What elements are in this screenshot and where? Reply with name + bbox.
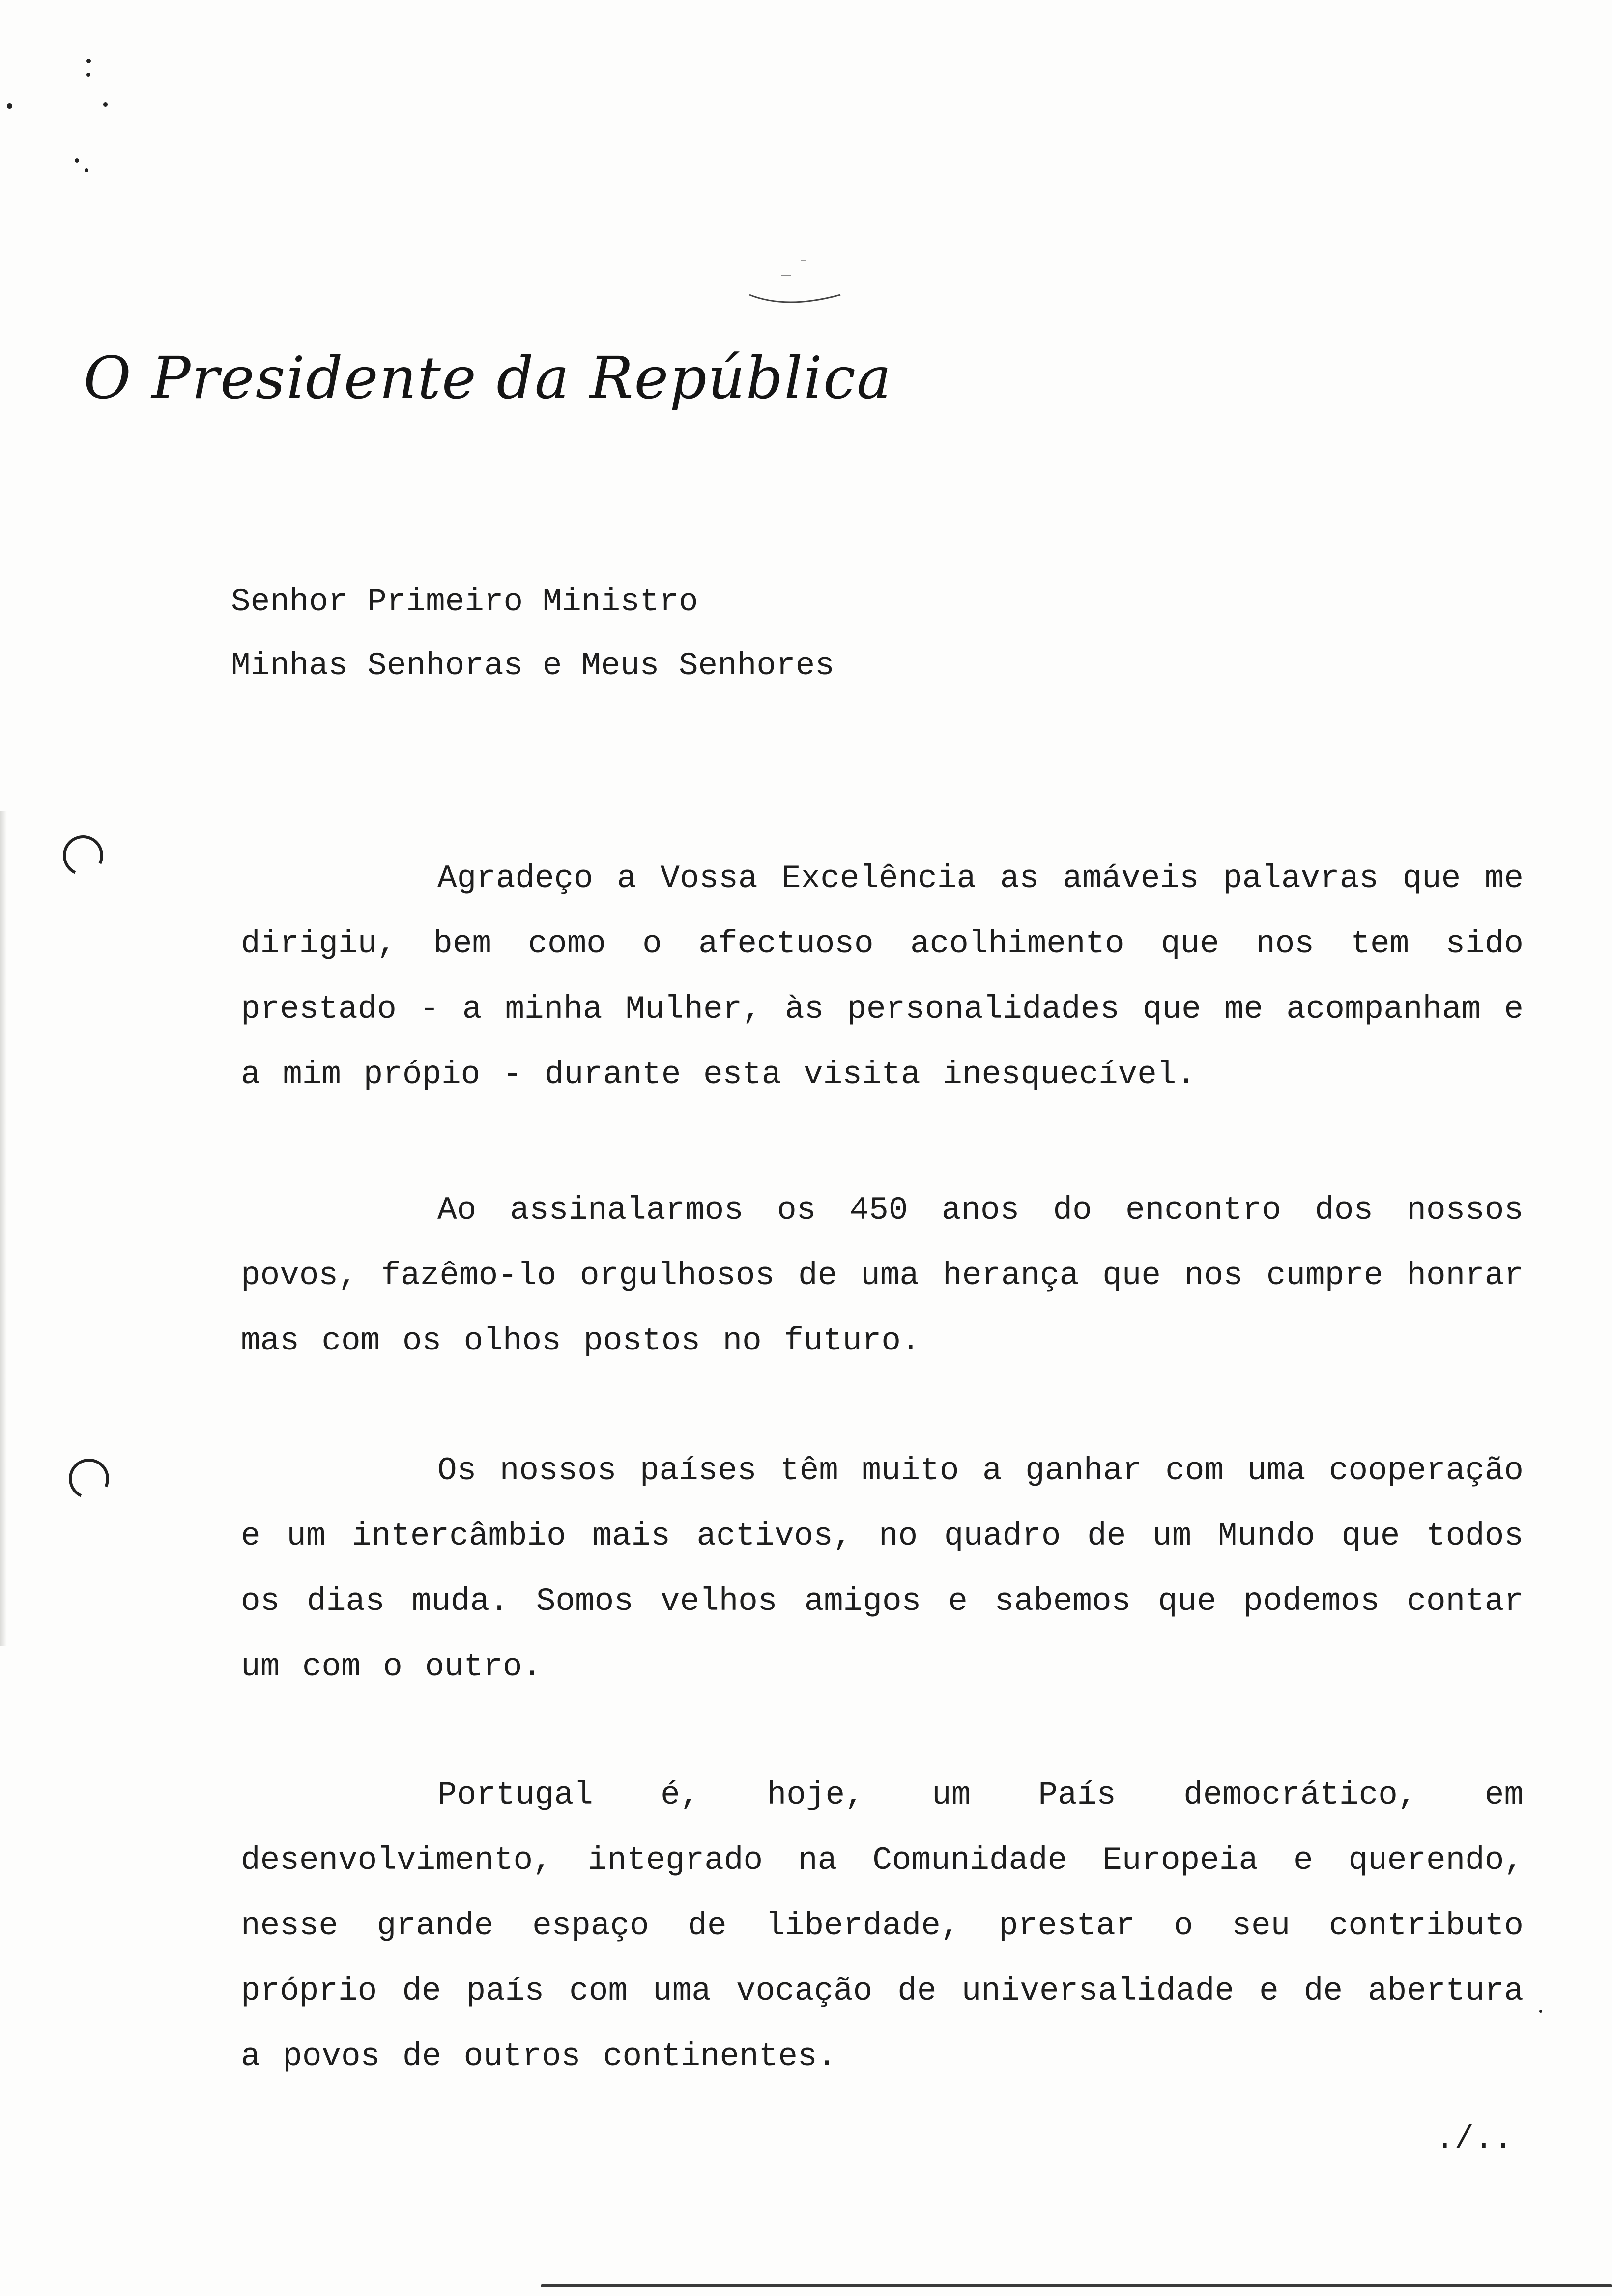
- scan-speck: [7, 103, 12, 109]
- bottom-edge-line: [541, 2284, 1612, 2287]
- binding-edge-shadow: [0, 811, 7, 1646]
- scan-speck: [86, 59, 91, 63]
- continuation-mark: ./..: [1435, 2121, 1513, 2157]
- scan-smudge: [747, 256, 845, 310]
- scan-speck: [85, 168, 88, 172]
- salutation-line-1: Senhor Primeiro Ministro: [231, 583, 698, 620]
- salutation: [231, 570, 835, 698]
- punch-hole-top: [57, 830, 109, 881]
- salutation-line-2: Minhas Senhoras e Meus Senhores: [231, 647, 835, 684]
- body-paragraph-1: Agradeço a Vossa Excelência as amáveis palavras que me dirigiu, bem como o afectuoso acolhimento que nos tem sido prestado - a minha Mulher, às personalidades que me acompanham e a mim própio - durante esta visita inesquecível.: [241, 860, 1524, 1093]
- scan-speck: [103, 102, 108, 107]
- body-paragraph-4: Portugal é, hoje, um País democrático, em desenvolvimento, integrado na Comunidade Europeia e querendo, nesse grande espaço de liberdade, prestar o seu contributo próprio de país com uma vocação de universalidade e de abertura a povos de outros continentes.: [241, 1777, 1524, 2075]
- letterhead-title: O Presidente da República: [84, 344, 892, 412]
- scan-speck: [86, 73, 90, 77]
- punch-hole-bottom: [63, 1453, 115, 1504]
- body-paragraph-2: Ao assinalarmos os 450 anos do encontro dos nossos povos, fazêmo-lo orgulhosos de uma herança que nos cumpre honrar mas com os olhos postos no futuro.: [241, 1192, 1524, 1359]
- body-paragraph-3: Os nossos países têm muito a ganhar com uma cooperação e um intercâmbio mais activos, no quadro de um Mundo que todos os dias muda. Somos velhos amigos e sabemos que podemos contar um com o outro.: [241, 1452, 1524, 1685]
- scan-speck: [75, 158, 79, 163]
- scan-speck: [1539, 2010, 1542, 2013]
